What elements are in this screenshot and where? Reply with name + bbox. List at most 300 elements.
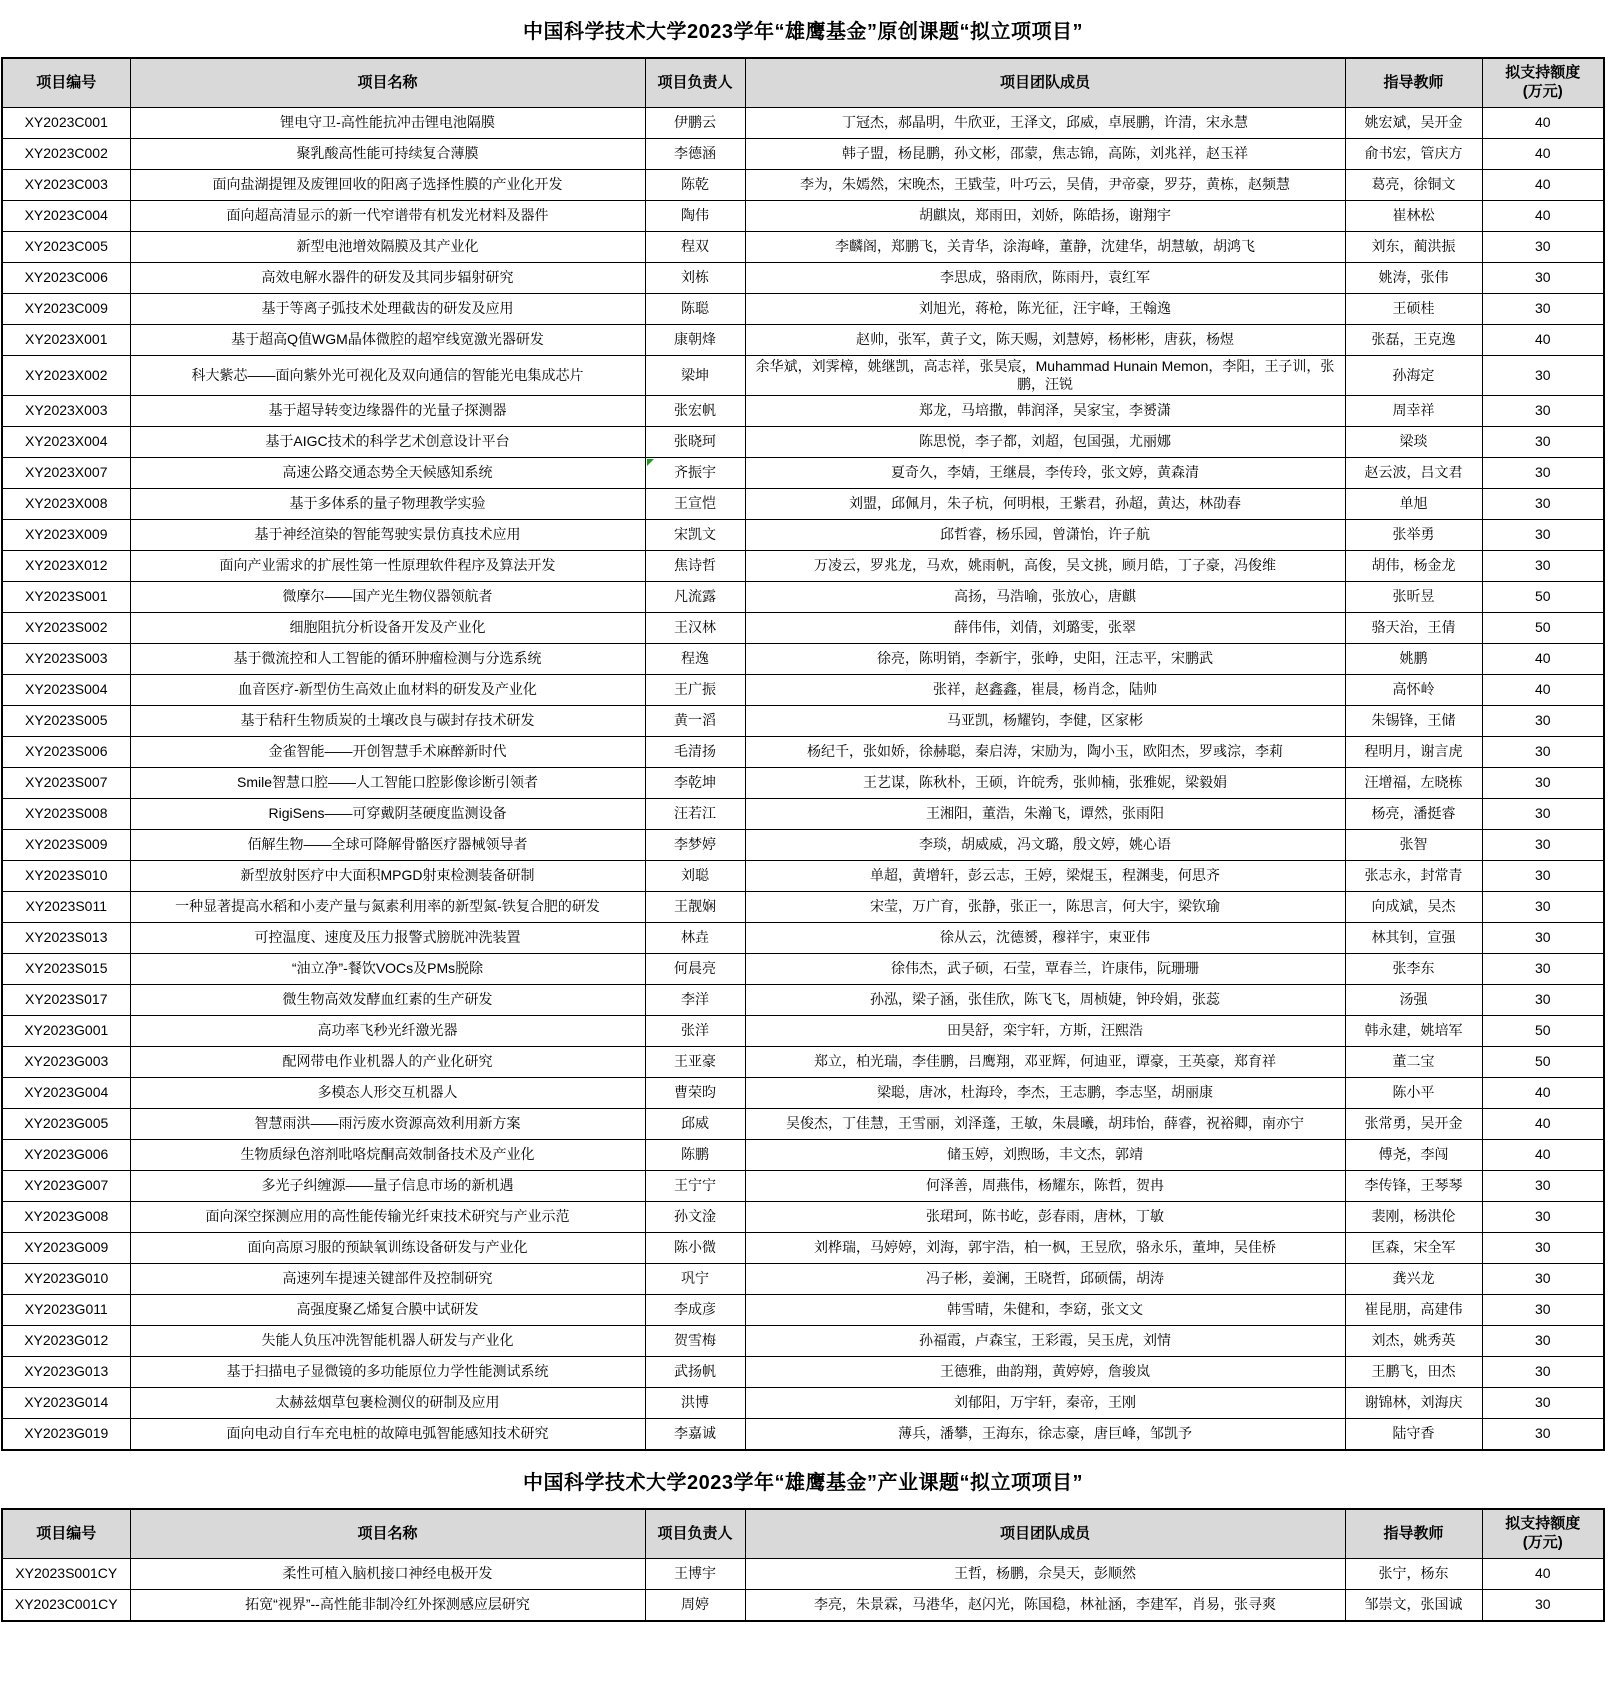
project-id-cell: XY2023X001 [2,325,130,356]
project-leader-cell: 程逸 [645,644,745,675]
project-members-cell: 张祥，赵鑫鑫，崔晨，杨肖念，陆帅 [745,675,1345,706]
project-name-cell: 基于超导转变边缘器件的光量子探测器 [130,396,645,427]
project-leader-cell: 李乾坤 [645,768,745,799]
project-leader-cell: 武扬帆 [645,1357,745,1388]
table-row [2,830,1604,861]
table-row [2,1326,1604,1357]
project-members-cell: 李为，朱嫣然，宋晚杰，王戥莹，叶巧云，吴倩，尹帝豪，罗芬，黄栋，赵频慧 [745,170,1345,201]
header-amount-line1: 拟支持额度 [1505,1515,1581,1533]
project-name-cell: 失能人负压冲洗智能机器人研发与产业化 [130,1326,645,1357]
teachers-cell: 高怀岭 [1345,675,1482,706]
project-members-cell: 单超，黄增轩，彭云志，王婷，梁焜玉，程渊斐，何思齐 [745,861,1345,892]
project-name-cell: 可控温度、速度及压力报警式膀胱冲洗装置 [130,923,645,954]
project-members-cell: 宋莹，万广育，张静，张正一，陈思言，何大宇，梁钦瑜 [745,892,1345,923]
table-row [2,108,1604,139]
project-name-cell: 聚乳酸高性能可持续复合薄膜 [130,139,645,170]
project-name-cell: 微生物高效发酵血红素的生产研发 [130,985,645,1016]
amount-cell: 40 [1482,170,1604,201]
project-members-cell: 王艺谋，陈秋朴，王硕，许皖秀，张帅楠，张雅妮，梁毅娟 [745,768,1345,799]
project-name-cell: 新型放射医疗中大面积MPGD射束检测装备研制 [130,861,645,892]
project-id-cell: XY2023S004 [2,675,130,706]
amount-cell: 50 [1482,582,1604,613]
teachers-cell: 向成斌，吴杰 [1345,892,1482,923]
project-name-cell: 智慧雨洪——雨污废水资源高效利用新方案 [130,1109,645,1140]
project-id-cell: XY2023G010 [2,1264,130,1295]
table-row [2,799,1604,830]
amount-cell: 50 [1482,1047,1604,1078]
teachers-cell: 俞书宏，管庆方 [1345,139,1482,170]
teachers-cell: 胡伟，杨金龙 [1345,551,1482,582]
project-id-cell: XY2023S007 [2,768,130,799]
teachers-cell: 邹崇文，张国诚 [1345,1590,1482,1622]
project-id-cell: XY2023G008 [2,1202,130,1233]
amount-cell: 40 [1482,1559,1604,1590]
table-row [2,768,1604,799]
project-members-cell: 韩子盟，杨昆鹏，孙文彬，邵蒙，焦志锦，高陈，刘兆祥，赵玉祥 [745,139,1345,170]
header-amount-line2: (万元) [1522,83,1563,100]
project-leader-cell: 凡流露 [645,582,745,613]
project-id-cell: XY2023X004 [2,427,130,458]
project-leader-cell: 王亚豪 [645,1047,745,1078]
project-members-cell: 孙泓，梁子涵，张佳欣，陈飞飞，周桢婕，钟玲娟，张蕊 [745,985,1345,1016]
project-leader-cell: 贺雪梅 [645,1326,745,1357]
project-id-cell: XY2023S003 [2,644,130,675]
project-name-cell: 锂电守卫-高性能抗冲击锂电池隔膜 [130,108,645,139]
teachers-cell: 陆守香 [1345,1419,1482,1451]
table-row [2,644,1604,675]
teachers-cell: 张常勇，吴开金 [1345,1109,1482,1140]
project-leader-cell: 王汉林 [645,613,745,644]
amount-cell: 30 [1482,489,1604,520]
project-leader-cell: 陈乾 [645,170,745,201]
project-leader-cell: 洪博 [645,1388,745,1419]
project-name-cell: 柔性可植入脑机接口神经电极开发 [130,1559,645,1590]
project-leader-cell: 王博宇 [645,1559,745,1590]
teachers-cell: 姚宏斌，吴开金 [1345,108,1482,139]
amount-cell: 30 [1482,830,1604,861]
project-leader-cell: 伊鹏云 [645,108,745,139]
original-projects-title: 中国科学技术大学2023学年“雄鹰基金”原创课题“拟立项项目” [523,21,1083,43]
project-members-cell: 何泽善，周燕伟，杨耀东，陈哲，贺冉 [745,1171,1345,1202]
amount-cell: 40 [1482,201,1604,232]
teachers-cell: 韩永建，姚培军 [1345,1016,1482,1047]
amount-cell: 30 [1482,520,1604,551]
project-id-cell: XY2023X009 [2,520,130,551]
header-teachers: 指导教师 [1345,58,1482,108]
teachers-cell: 赵云波，吕文君 [1345,458,1482,489]
amount-cell: 30 [1482,1419,1604,1451]
header-row [2,58,1604,108]
project-leader-cell: 李嘉诚 [645,1419,745,1451]
project-leader-cell: 邱威 [645,1109,745,1140]
table-row [2,170,1604,201]
project-leader-cell: 张洋 [645,1016,745,1047]
table-row [2,1078,1604,1109]
project-name-cell: 面向产业需求的扩展性第一性原理软件程序及算法开发 [130,551,645,582]
project-members-cell: 田昊舒，栾宇轩，方斯，汪熙浩 [745,1016,1345,1047]
project-name-cell: 微摩尔——国产光生物仪器领航者 [130,582,645,613]
project-members-cell: 陈思悦，李子都，刘超，包国强，尤丽娜 [745,427,1345,458]
project-name-cell: “油立净”-餐饮VOCs及PMs脱除 [130,954,645,985]
amount-cell: 30 [1482,954,1604,985]
teachers-cell: 周幸祥 [1345,396,1482,427]
amount-cell: 30 [1482,427,1604,458]
table-row [2,613,1604,644]
table-row [2,1171,1604,1202]
project-id-cell: XY2023S011 [2,892,130,923]
header-amount-line1: 拟支持额度 [1505,64,1581,82]
project-members-cell: 王湘阳，董浩，朱瀚飞，谭然，张雨阳 [745,799,1345,830]
project-id-cell: XY2023S008 [2,799,130,830]
table-row [2,458,1604,489]
project-members-cell: 薛伟伟，刘倩，刘璐雯，张翠 [745,613,1345,644]
project-name-cell: 基于AIGC技术的科学艺术创意设计平台 [130,427,645,458]
table-row [2,1295,1604,1326]
project-id-cell: XY2023X012 [2,551,130,582]
header-project-leader: 项目负责人 [645,1509,745,1559]
project-leader-cell: 张宏帆 [645,396,745,427]
project-members-cell: 冯子彬，姜澜，王晓哲，邱硕儒，胡涛 [745,1264,1345,1295]
amount-cell: 40 [1482,644,1604,675]
amount-cell: 30 [1482,294,1604,325]
project-leader-cell: 王宣恺 [645,489,745,520]
project-name-cell: 多模态人形交互机器人 [130,1078,645,1109]
table-row [2,1202,1604,1233]
table-row [2,1388,1604,1419]
teachers-cell: 王鹏飞，田杰 [1345,1357,1482,1388]
table-row [2,1016,1604,1047]
project-name-cell: 科大紫芯——面向紫外光可视化及双向通信的智能光电集成芯片 [130,356,645,396]
amount-cell: 40 [1482,1078,1604,1109]
amount-cell: 30 [1482,985,1604,1016]
header-amount [1482,58,1604,108]
table-row [2,356,1604,396]
header-project-leader: 项目负责人 [645,58,745,108]
project-id-cell: XY2023S015 [2,954,130,985]
amount-cell: 30 [1482,263,1604,294]
project-id-cell: XY2023S001CY [2,1559,130,1590]
project-name-cell: 基于神经渲染的智能驾驶实景仿真技术应用 [130,520,645,551]
project-name-cell: 多光子纠缠源——量子信息市场的新机遇 [130,1171,645,1202]
project-name-cell: 细胞阻抗分析设备开发及产业化 [130,613,645,644]
project-leader-cell: 陈小微 [645,1233,745,1264]
project-name-cell: 高速公路交通态势全天候感知系统 [130,458,645,489]
project-members-cell: 李麟阁，郑鹏飞，关青华，涂海峰，董静，沈建华，胡慧敏，胡鸿飞 [745,232,1345,263]
table-row [2,892,1604,923]
original-projects-table [1,57,1605,1451]
project-id-cell: XY2023S002 [2,613,130,644]
table-row [2,294,1604,325]
project-id-cell: XY2023S006 [2,737,130,768]
excel-error-triangle-icon [647,459,654,466]
header-project-name: 项目名称 [130,58,645,108]
table-row [2,706,1604,737]
project-name-cell: 生物质绿色溶剂吡咯烷酮高效制备技术及产业化 [130,1140,645,1171]
teachers-cell: 梁琰 [1345,427,1482,458]
project-id-cell: XY2023S009 [2,830,130,861]
project-leader-cell: 李成彦 [645,1295,745,1326]
project-members-cell: 薄兵，潘攀，王海东，徐志豪，唐巨峰，邹凯予 [745,1419,1345,1451]
table-row [2,1047,1604,1078]
teachers-cell: 张举勇 [1345,520,1482,551]
project-members-cell: 王德雅，曲韵翔，黄婷婷，詹骏岚 [745,1357,1345,1388]
project-id-cell: XY2023S017 [2,985,130,1016]
teachers-cell: 张志永，封常青 [1345,861,1482,892]
teachers-cell: 骆天治，王倩 [1345,613,1482,644]
table-row [2,954,1604,985]
amount-cell: 40 [1482,675,1604,706]
amount-cell: 30 [1482,923,1604,954]
header-project-members: 项目团队成员 [745,58,1345,108]
project-members-cell: 夏奇久，李婧，王继晨，李传玲，张文婷，黄森清 [745,458,1345,489]
project-name-cell: 基于扫描电子显微镜的多功能原位力学性能测试系统 [130,1357,645,1388]
project-leader-cell: 康朝烽 [645,325,745,356]
table-row [2,325,1604,356]
project-id-cell: XY2023X003 [2,396,130,427]
table-row [2,396,1604,427]
teachers-cell: 程明月，谢言虎 [1345,737,1482,768]
teachers-cell: 杨亮，潘挺睿 [1345,799,1482,830]
project-id-cell: XY2023C009 [2,294,130,325]
amount-cell: 40 [1482,1109,1604,1140]
project-id-cell: XY2023G009 [2,1233,130,1264]
table-row [2,1233,1604,1264]
teachers-cell: 刘杰，姚秀英 [1345,1326,1482,1357]
project-leader-cell: 曹荣昀 [645,1078,745,1109]
project-id-cell: XY2023S001 [2,582,130,613]
amount-cell: 40 [1482,139,1604,170]
project-name-cell: 面向盐湖提锂及废锂回收的阳离子选择性膜的产业化开发 [130,170,645,201]
project-name-cell: 面向高原习服的预缺氧训练设备研发与产业化 [130,1233,645,1264]
project-members-cell: 李琰，胡威威，冯文璐，殷文婷，姚心语 [745,830,1345,861]
project-name-cell: 高效电解水器件的研发及其同步辐射研究 [130,263,645,294]
header-row [2,1509,1604,1559]
project-id-cell: XY2023C003 [2,170,130,201]
project-name-cell: 高速列车提速关键部件及控制研究 [130,1264,645,1295]
project-name-cell: 新型电池增效隔膜及其产业化 [130,232,645,263]
teachers-cell: 匡森，宋全军 [1345,1233,1482,1264]
project-members-cell: 李思成，骆雨欣，陈雨丹，袁红军 [745,263,1345,294]
project-members-cell: 梁聪，唐冰，杜海玲，李杰，王志鹏，李志坚，胡丽康 [745,1078,1345,1109]
teachers-cell: 张昕昱 [1345,582,1482,613]
amount-cell: 50 [1482,1016,1604,1047]
project-id-cell: XY2023X007 [2,458,130,489]
table-row [2,1140,1604,1171]
project-name-cell: 高功率飞秒光纤激光器 [130,1016,645,1047]
industry-projects-title: 中国科学技术大学2023学年“雄鹰基金”产业课题“拟立项项目” [523,1472,1083,1494]
header-project-name: 项目名称 [130,1509,645,1559]
project-name-cell: 基于等离子弧技术处理截齿的研发及应用 [130,294,645,325]
header-teachers: 指导教师 [1345,1509,1482,1559]
project-members-cell: 李亮，朱景霖，马港华，赵闪光，陈国稳，林祉涵，李建军，肖易，张寻爽 [745,1590,1345,1622]
project-leader-cell: 王靓娴 [645,892,745,923]
project-name-cell: 面向电动自行车充电桩的故障电弧智能感知技术研究 [130,1419,645,1451]
project-name-cell: 金雀智能——开创智慧手术麻醉新时代 [130,737,645,768]
project-members-cell: 吴俊杰，丁佳慧，王雪丽，刘泽蓬，王敏，朱晨曦，胡玮怡，薛睿，祝裕卿，南亦宁 [745,1109,1345,1140]
teachers-cell: 王硕桂 [1345,294,1482,325]
project-id-cell: XY2023C001 [2,108,130,139]
project-leader-cell: 巩宁 [645,1264,745,1295]
table-row [2,1590,1604,1622]
project-leader-cell: 程双 [645,232,745,263]
amount-cell: 30 [1482,356,1604,396]
project-leader-cell: 毛清扬 [645,737,745,768]
teachers-cell: 张宁，杨东 [1345,1559,1482,1590]
project-members-cell: 刘旭光，蒋枪，陈光征，汪宇峰，王翰逸 [745,294,1345,325]
project-members-cell: 万凌云，罗兆龙，马欢，姚雨帆，高俊，吴文挑，顾月皓，丁子豪，冯俊维 [745,551,1345,582]
amount-cell: 30 [1482,458,1604,489]
project-id-cell: XY2023C005 [2,232,130,263]
project-name-cell: 基于微流控和人工智能的循环肿瘤检测与分选系统 [130,644,645,675]
project-leader-cell: 齐振宇 [645,458,745,489]
project-members-cell: 孙福霞，卢森宝，王彩霞，吴玉虎，刘情 [745,1326,1345,1357]
project-id-cell: XY2023C001CY [2,1590,130,1622]
amount-cell: 30 [1482,396,1604,427]
table-row [2,201,1604,232]
project-members-cell: 王哲，杨鹏，佘昊天，彭顺然 [745,1559,1345,1590]
amount-cell: 40 [1482,1140,1604,1171]
project-members-cell: 丁冠杰，郝晶明，牛欣亚，王泽文，邱威，卓展鹏，许清，宋永慧 [745,108,1345,139]
teachers-cell: 李传锋，王琴琴 [1345,1171,1482,1202]
amount-cell: 30 [1482,1357,1604,1388]
header-project-id: 项目编号 [2,58,130,108]
project-id-cell: XY2023S013 [2,923,130,954]
amount-cell: 40 [1482,325,1604,356]
amount-cell: 30 [1482,1233,1604,1264]
project-id-cell: XY2023G001 [2,1016,130,1047]
teachers-cell: 陈小平 [1345,1078,1482,1109]
table-row [2,1559,1604,1590]
amount-cell: 30 [1482,1171,1604,1202]
project-leader-cell: 李洋 [645,985,745,1016]
project-id-cell: XY2023C004 [2,201,130,232]
project-id-cell: XY2023S005 [2,706,130,737]
project-id-cell: XY2023G013 [2,1357,130,1388]
project-members-cell: 赵帅，张军，黄子文，陈天赐，刘慧婷，杨彬彬，唐荻，杨煜 [745,325,1345,356]
table-row [2,1357,1604,1388]
teachers-cell: 葛亮，徐铜文 [1345,170,1482,201]
table-row [2,737,1604,768]
teachers-cell: 谢锦林，刘海庆 [1345,1388,1482,1419]
project-name-cell: 面向超高清显示的新一代窄谱带有机发光材料及器件 [130,201,645,232]
table-row [2,985,1604,1016]
project-leader-cell: 刘栋 [645,263,745,294]
project-id-cell: XY2023X008 [2,489,130,520]
teachers-cell: 刘东，蔺洪振 [1345,232,1482,263]
project-leader-cell: 陈鹏 [645,1140,745,1171]
header-project-members: 项目团队成员 [745,1509,1345,1559]
table-row [2,1109,1604,1140]
teachers-cell: 张李东 [1345,954,1482,985]
amount-cell: 30 [1482,1264,1604,1295]
project-id-cell: XY2023G003 [2,1047,130,1078]
teachers-cell: 林其钊，宣强 [1345,923,1482,954]
header-amount [1482,1509,1604,1559]
project-id-cell: XY2023G006 [2,1140,130,1171]
project-leader-cell: 焦诗哲 [645,551,745,582]
project-id-cell: XY2023G007 [2,1171,130,1202]
project-leader-cell: 林垚 [645,923,745,954]
project-name-cell: 高强度聚乙烯复合膜中试研发 [130,1295,645,1326]
project-members-cell: 高扬，马浩喻，张放心，唐麒 [745,582,1345,613]
project-id-cell: XY2023C002 [2,139,130,170]
amount-cell: 30 [1482,1590,1604,1622]
amount-cell: 30 [1482,768,1604,799]
amount-cell: 30 [1482,861,1604,892]
table-row [2,427,1604,458]
amount-cell: 30 [1482,1295,1604,1326]
teachers-cell: 汪增福，左晓栋 [1345,768,1482,799]
table-row [2,861,1604,892]
teachers-cell: 崔昆朋，高建伟 [1345,1295,1482,1326]
project-leader-cell: 刘聪 [645,861,745,892]
project-name-cell: 太赫兹烟草包裹检测仪的研制及应用 [130,1388,645,1419]
table-row [2,489,1604,520]
table-row [2,263,1604,294]
project-leader-cell: 周婷 [645,1590,745,1622]
project-members-cell: 马亚凯，杨耀钧，李健，区家彬 [745,706,1345,737]
project-id-cell: XY2023G004 [2,1078,130,1109]
project-name-cell: Smile智慧口腔——人工智能口腔影像诊断引领者 [130,768,645,799]
project-members-cell: 郑立，柏光瑞，李佳鹏，吕鹰翔，邓亚辉，何迪亚，谭豪，王英豪，郑育祥 [745,1047,1345,1078]
project-members-cell: 余华斌，刘霁樟，姚继凯，高志祥，张昊宸，Muhammad Hunain Memon，李阳，王子训，张鹏，汪锐 [745,356,1345,396]
amount-cell: 30 [1482,1202,1604,1233]
project-members-cell: 杨纪千，张如娇，徐赫聪，秦启涛，宋励为，陶小玉，欧阳杰，罗彧淙，李莉 [745,737,1345,768]
project-members-cell: 刘桦瑞，马婷婷，刘海，郭宇浩，柏一枫，王昱欣，骆永乐，董坤，吴佳桥 [745,1233,1345,1264]
teachers-cell: 傅尧，李闯 [1345,1140,1482,1171]
project-members-cell: 刘盟，邱佩月，朱子杭，何明根，王紫君，孙超，黄达，林劭春 [745,489,1345,520]
project-leader-cell: 王宁宁 [645,1171,745,1202]
project-id-cell: XY2023G005 [2,1109,130,1140]
project-members-cell: 徐亮，陈明销，李新宇，张峥，史阳，汪志平，宋鹏武 [745,644,1345,675]
project-name-cell: 配网带电作业机器人的产业化研究 [130,1047,645,1078]
project-members-cell: 徐伟杰，武子硕，石莹，覃春兰，许康伟，阮珊珊 [745,954,1345,985]
teachers-cell: 裴刚，杨洪伦 [1345,1202,1482,1233]
project-id-cell: XY2023G012 [2,1326,130,1357]
project-name-cell: 血音医疗-新型仿生高效止血材料的研发及产业化 [130,675,645,706]
teachers-cell: 崔林松 [1345,201,1482,232]
project-leader-cell: 汪若江 [645,799,745,830]
table-row [2,139,1604,170]
table-row [2,1419,1604,1451]
table-row [2,582,1604,613]
teachers-cell: 单旭 [1345,489,1482,520]
project-name-cell: 基于超高Q值WGM晶体微腔的超窄线宽激光器研发 [130,325,645,356]
project-leader-cell: 何晨亮 [645,954,745,985]
amount-cell: 30 [1482,737,1604,768]
project-id-cell: XY2023G011 [2,1295,130,1326]
teachers-cell: 龚兴龙 [1345,1264,1482,1295]
project-leader-cell: 黄一滔 [645,706,745,737]
amount-cell: 30 [1482,551,1604,582]
table-row [2,923,1604,954]
project-members-cell: 刘郁阳，万宇轩，秦帝，王刚 [745,1388,1345,1419]
project-id-cell: XY2023G019 [2,1419,130,1451]
project-leader-cell: 李德涵 [645,139,745,170]
amount-cell: 50 [1482,613,1604,644]
industry-projects-table [1,1508,1605,1622]
project-members-cell: 韩雪晴，朱健和，李窈，张文文 [745,1295,1345,1326]
project-members-cell: 胡麒岚，郑雨田，刘娇，陈皓扬，谢翔宇 [745,201,1345,232]
project-members-cell: 张珺珂，陈书屹，彭春雨，唐林，丁敏 [745,1202,1345,1233]
project-members-cell: 邱哲睿，杨乐园，曾潇怡，许子航 [745,520,1345,551]
header-amount-line2: (万元) [1522,1534,1563,1551]
project-members-cell: 徐从云，沈德赟，穆祥宇，束亚伟 [745,923,1345,954]
project-leader-cell: 陈聪 [645,294,745,325]
project-id-cell: XY2023X002 [2,356,130,396]
teachers-cell: 董二宝 [1345,1047,1482,1078]
table-row [2,551,1604,582]
